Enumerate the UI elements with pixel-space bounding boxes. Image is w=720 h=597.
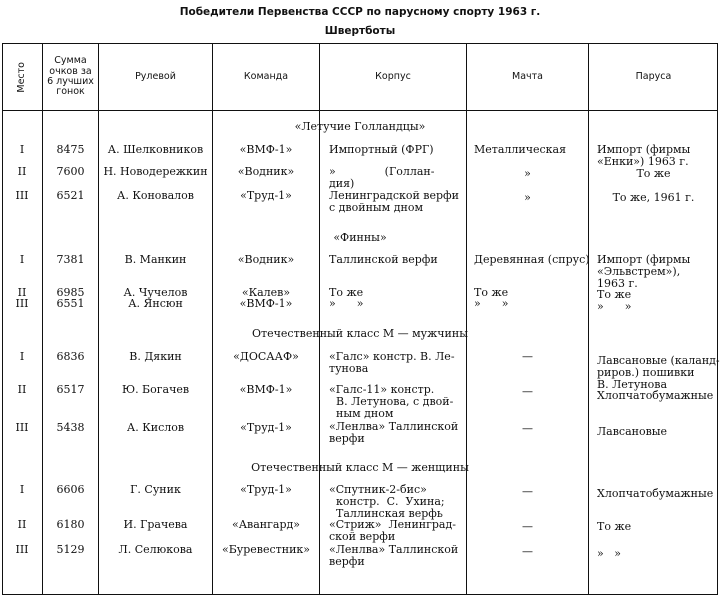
sails-cell: То же bbox=[597, 288, 632, 301]
place-cell: I bbox=[19, 253, 25, 266]
place-cell: II bbox=[17, 518, 27, 531]
mast-cell: — bbox=[522, 385, 533, 398]
team-cell: «ВМФ-1» bbox=[239, 143, 293, 156]
page-subtitle: Швертботы bbox=[324, 25, 396, 37]
score-cell: 6180 bbox=[56, 518, 85, 531]
mast-cell: » bbox=[524, 167, 531, 180]
mast-cell: Металлическая bbox=[474, 143, 567, 156]
hull-cell: «Спутник-2-бис» констр. С. Ухина; Таллинская верфь bbox=[329, 483, 445, 520]
column-header-place: Место bbox=[15, 61, 27, 93]
place-cell: I bbox=[19, 483, 25, 496]
mast-cell: То же bbox=[474, 286, 509, 299]
column-header-hull: Корпус bbox=[375, 70, 411, 82]
helmsman-cell: А. Янсюн bbox=[128, 297, 183, 310]
sails-cell: » » bbox=[597, 300, 632, 313]
mast-cell: — bbox=[522, 350, 533, 363]
hull-cell: Ленинградской верфи с двойным дном bbox=[329, 189, 459, 214]
sails-cell: Хлопчатобумажные bbox=[597, 487, 714, 500]
sails-cell: То же bbox=[597, 520, 632, 533]
helmsman-cell: Л. Селюкова bbox=[118, 543, 193, 556]
section-title: «Финны» bbox=[333, 231, 387, 244]
team-cell: «Авангард» bbox=[231, 518, 300, 531]
score-cell: 7600 bbox=[56, 165, 85, 178]
header-divider bbox=[2, 110, 718, 111]
score-cell: 5129 bbox=[56, 543, 85, 556]
helmsman-cell: Ю. Богачев bbox=[121, 383, 190, 396]
place-cell: II bbox=[17, 165, 27, 178]
mast-cell: — bbox=[522, 485, 533, 498]
place-cell: III bbox=[15, 543, 29, 556]
place-cell: I bbox=[19, 350, 25, 363]
helmsman-cell: В. Манкин bbox=[124, 253, 187, 266]
score-cell: 5438 bbox=[56, 421, 85, 434]
helmsman-cell: В. Дякин bbox=[129, 350, 182, 363]
sails-cell: Лавсановые bbox=[597, 425, 668, 438]
column-header-helmsman: Рулевой bbox=[135, 70, 176, 82]
sails-cell: Импорт (фирмы «Эльвстрем»), 1963 г. bbox=[597, 253, 691, 290]
column-header-team: Команда bbox=[243, 70, 289, 82]
hull-cell: » » bbox=[329, 297, 364, 310]
hull-cell: «Галс-11» констр. В. Летунова, с двой- ным дном bbox=[329, 383, 454, 420]
team-cell: «Труд-1» bbox=[240, 421, 292, 434]
sails-cell: Хлопчатобумажные bbox=[597, 389, 714, 402]
sails-cell: То же bbox=[636, 167, 671, 180]
hull-cell: Импортный (ФРГ) bbox=[329, 143, 434, 156]
team-cell: «Труд-1» bbox=[240, 189, 292, 202]
section-title: Отечественный класс М — женщины bbox=[251, 461, 469, 474]
hull-cell: «Стриж» Ленинград- ской верфи bbox=[329, 518, 456, 543]
team-cell: «Калев» bbox=[241, 286, 291, 299]
section-title: Отечественный класс М — мужчины bbox=[252, 327, 468, 340]
sails-cell: Лавсановые (каланд- риров.) пошивки В. Летунова bbox=[597, 354, 720, 391]
mast-cell: Деревянная (спрус) bbox=[474, 253, 590, 266]
sails-cell: Импорт (фирмы «Енки») 1963 г. bbox=[597, 143, 691, 168]
mast-cell: — bbox=[522, 422, 533, 435]
column-header-mast: Мачта bbox=[512, 70, 543, 82]
hull-cell: «Галс» констр. В. Ле- тунова bbox=[329, 350, 455, 375]
place-cell: I bbox=[19, 143, 25, 156]
helmsman-cell: А. Кислов bbox=[126, 421, 185, 434]
sails-cell: » » bbox=[597, 547, 621, 560]
place-cell: III bbox=[15, 189, 29, 202]
team-cell: «Буревестник» bbox=[221, 543, 311, 556]
place-cell: III bbox=[15, 297, 29, 310]
team-cell: «ДОСААФ» bbox=[233, 350, 299, 363]
helmsman-cell: А. Коновалов bbox=[117, 189, 194, 202]
sails-cell: То же, 1961 г. bbox=[612, 191, 695, 204]
place-cell: II bbox=[17, 383, 27, 396]
score-cell: 6517 bbox=[56, 383, 85, 396]
column-header-sails: Паруса bbox=[635, 70, 672, 82]
mast-cell: — bbox=[522, 545, 533, 558]
place-cell: II bbox=[17, 286, 27, 299]
score-cell: 6606 bbox=[56, 483, 85, 496]
mast-cell: » » bbox=[474, 297, 509, 310]
score-cell: 8475 bbox=[56, 143, 85, 156]
page-title: Победители Первенства СССР по парусному спорту 1963 г. bbox=[179, 6, 541, 18]
helmsman-cell: А. Шелковников bbox=[107, 143, 204, 156]
helmsman-cell: Н. Новодережкин bbox=[103, 165, 208, 178]
team-cell: «Труд-1» bbox=[240, 483, 292, 496]
score-cell: 6551 bbox=[56, 297, 85, 310]
mast-cell: — bbox=[522, 520, 533, 533]
helmsman-cell: И. Грачева bbox=[123, 518, 188, 531]
hull-cell: «Ленлва» Таллинской верфи bbox=[329, 420, 459, 445]
helmsman-cell: А. Чучелов bbox=[123, 286, 188, 299]
score-cell: 6985 bbox=[56, 286, 85, 299]
hull-cell: «Ленлва» Таллинской верфи bbox=[329, 543, 459, 568]
place-cell: III bbox=[15, 421, 29, 434]
team-cell: «Водник» bbox=[237, 253, 295, 266]
team-cell: «ВМФ-1» bbox=[239, 383, 293, 396]
team-cell: «Водник» bbox=[237, 165, 295, 178]
section-title: «Летучие Голландцы» bbox=[294, 120, 426, 133]
hull-cell: Таллинской верфи bbox=[329, 253, 438, 266]
score-cell: 6521 bbox=[56, 189, 85, 202]
helmsman-cell: Г. Суник bbox=[130, 483, 181, 496]
team-cell: «ВМФ-1» bbox=[239, 297, 293, 310]
column-header-score: Сумма очков за 6 лучших гонок bbox=[47, 55, 94, 98]
hull-cell: То же bbox=[329, 286, 364, 299]
hull-cell: » (Голлан- дия) bbox=[329, 165, 435, 190]
score-cell: 6836 bbox=[56, 350, 85, 363]
mast-cell: » bbox=[524, 191, 531, 204]
score-cell: 7381 bbox=[56, 253, 85, 266]
